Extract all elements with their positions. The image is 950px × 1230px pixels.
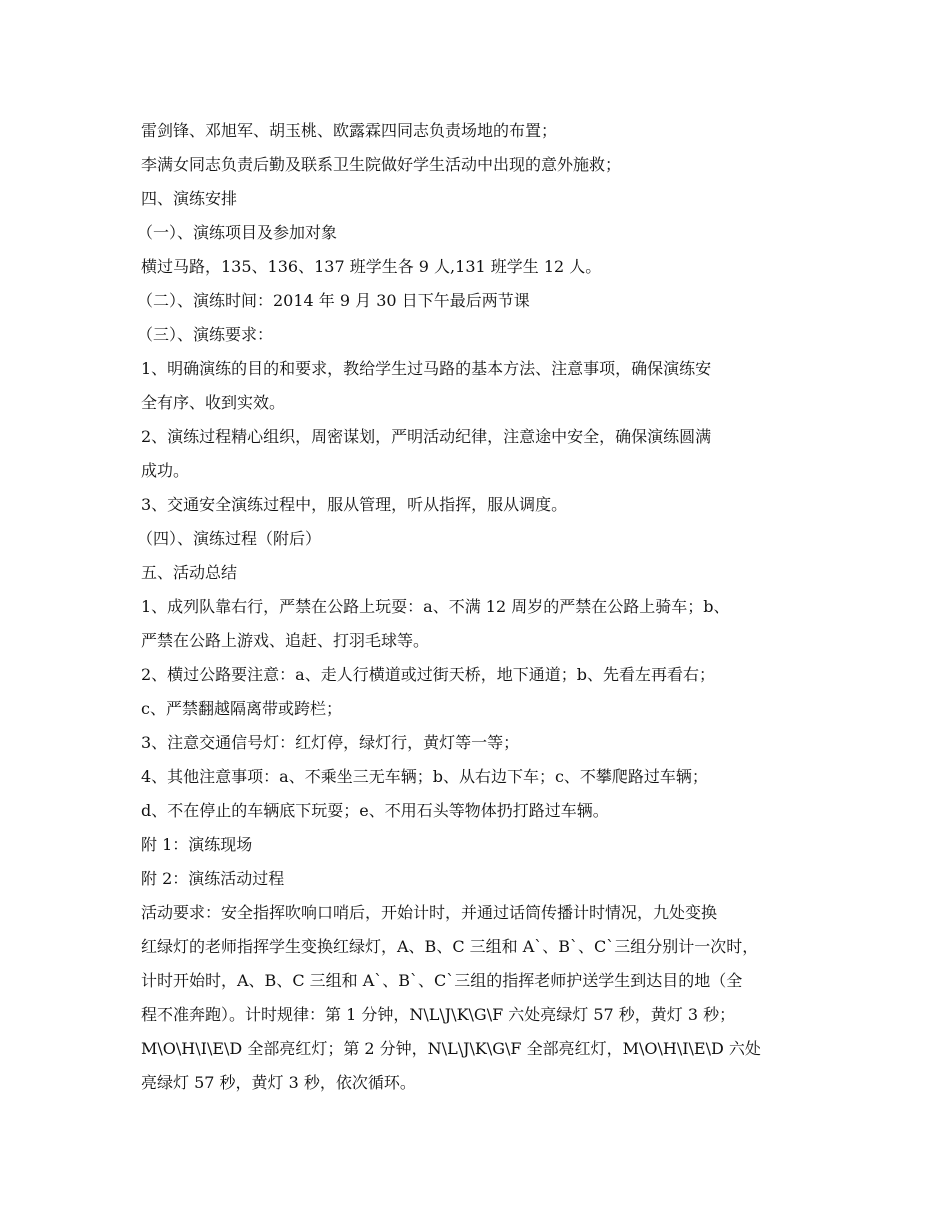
text-line: 雷剑锋、邓旭军、胡玉桃、欧露霖四同志负责场地的布置； bbox=[141, 121, 558, 140]
text-line: c、严禁翻越隔离带或跨栏； bbox=[141, 699, 342, 718]
subsection-heading: （二）、演练时间：2014 年 9 月 30 日下午最后两节课 bbox=[137, 291, 530, 310]
text-line: 横过马路，135、136、137 班学生各 9 人,131 班学生 12 人。 bbox=[141, 257, 602, 276]
section-heading: 四、演练安排 bbox=[141, 189, 238, 208]
text-line: d、不在停止的车辆底下玩耍；e、不用石头等物体扔打路过车辆。 bbox=[141, 801, 609, 820]
text-line: 2、横过公路要注意：a、走人行横道或过街天桥，地下通道；b、先看左再看右； bbox=[141, 665, 715, 684]
text-line: 李满女同志负责后勤及联系卫生院做好学生活动中出现的意外施救； bbox=[141, 155, 622, 174]
subsection-heading: （四）、演练过程（附后） bbox=[137, 529, 322, 548]
appendix-heading: 附 2：演练活动过程 bbox=[141, 869, 285, 888]
text-line: 红绿灯的老师指挥学生变换红绿灯，A、B、C 三组和 A`、B`、C`三组分别计一次时， bbox=[141, 937, 759, 956]
text-line: 程不准奔跑）。计时规律：第 1 分钟，N\L\J\K\G\F 六处亮绿灯 57 秒，黄灯 3 秒； bbox=[141, 1005, 736, 1024]
text-line: 计时开始时，A、B、C 三组和 A`、B`、C`三组的指挥老师护送学生到达目的地（全 bbox=[141, 971, 743, 990]
document-body bbox=[137, 114, 816, 1100]
section-heading: 五、活动总结 bbox=[141, 563, 238, 582]
text-line: 严禁在公路上游戏、追赶、打羽毛球等。 bbox=[141, 631, 430, 650]
text-line: 3、注意交通信号灯：红灯停，绿灯行，黄灯等一等； bbox=[141, 733, 520, 752]
text-line: 活动要求：安全指挥吹响口哨后，开始计时，并通过话筒传播计时情况，九处变换 bbox=[141, 903, 718, 922]
text-line: M\O\H\I\E\D 全部亮红灯；第 2 分钟，N\L\J\K\G\F 全部亮红灯，M\O\H\I\E\D 六处 bbox=[141, 1039, 761, 1058]
text-line: 1、明确演练的目的和要求，教给学生过马路的基本方法、注意事项，确保演练安 bbox=[141, 359, 712, 378]
text-line: 1、成列队靠右行，严禁在公路上玩耍：a、不满 12 周岁的严禁在公路上骑车；b、 bbox=[141, 597, 730, 616]
text-line: 3、交通安全演练过程中，服从管理，听从指挥，服从调度。 bbox=[141, 495, 568, 514]
text-line: 亮绿灯 57 秒，黄灯 3 秒，依次循环。 bbox=[141, 1073, 416, 1092]
subsection-heading: （三）、演练要求： bbox=[137, 325, 274, 344]
text-line: 4、其他注意事项：a、不乘坐三无车辆；b、从右边下车；c、不攀爬路过车辆； bbox=[141, 767, 708, 786]
text-line: 成功。 bbox=[141, 461, 190, 480]
subsection-heading: （一）、演练项目及参加对象 bbox=[137, 223, 338, 242]
appendix-heading: 附 1：演练现场 bbox=[141, 835, 253, 854]
text-line: 全有序、收到实效。 bbox=[141, 393, 286, 412]
text-line: 2、演练过程精心组织，周密谋划，严明活动纪律，注意途中安全，确保演练圆满 bbox=[141, 427, 712, 446]
